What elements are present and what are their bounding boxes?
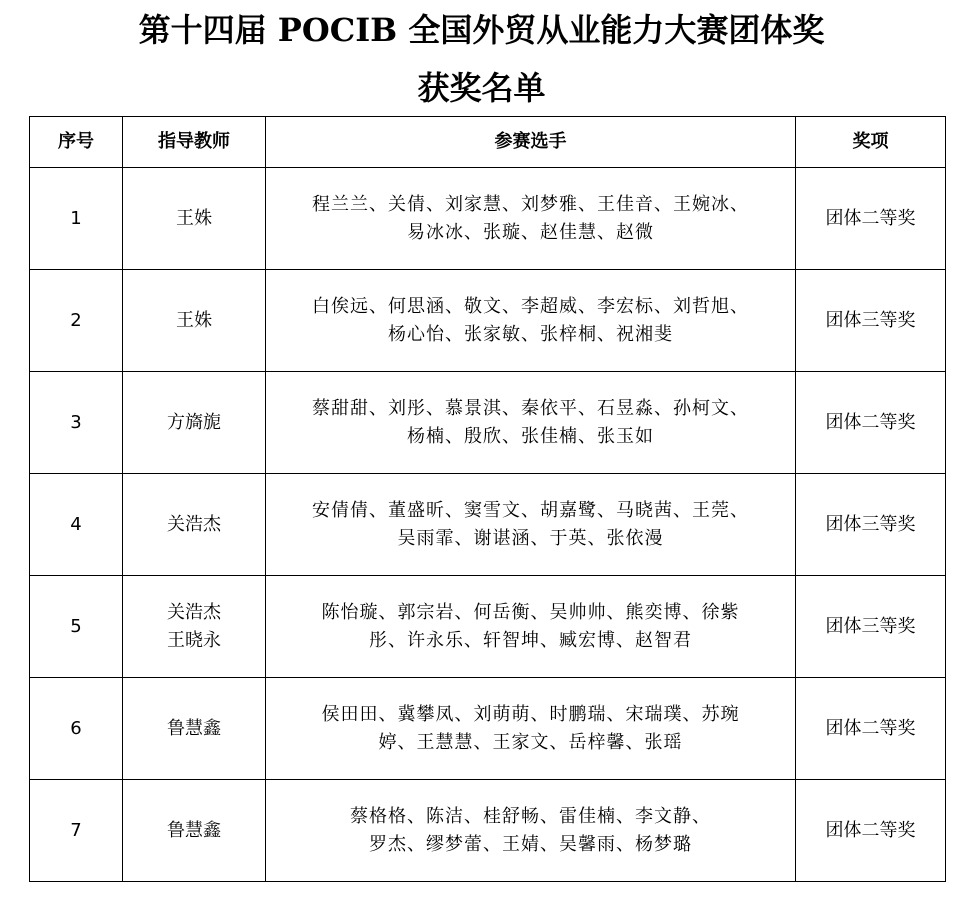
table-row — [30, 576, 946, 678]
row-teacher — [123, 678, 266, 780]
table-header-row — [30, 117, 946, 168]
document-subtitle: 获奖名单 — [417, 69, 546, 107]
players-line: 婷、王慧慧、王家文、岳梓馨、张瑶 — [378, 731, 683, 753]
row-players — [266, 678, 796, 780]
players-line: 杨心怡、张家敏、张梓桐、祝湘斐 — [388, 323, 673, 345]
row-players — [266, 576, 796, 678]
players-line: 彤、许永乐、轩智坤、臧宏博、赵智君 — [369, 629, 692, 651]
players-line: 蔡格格、陈洁、桂舒畅、雷佳楠、李文静、 — [350, 805, 711, 827]
players-line: 侯田田、冀攀凤、刘萌萌、时鹏瑞、宋瑞璞、苏琬 — [321, 703, 740, 725]
header-award: 奖项 — [796, 117, 946, 168]
players-line: 易冰冰、张璇、赵佳慧、赵微 — [407, 221, 654, 243]
row-award: 团体三等奖 — [796, 474, 946, 576]
row-award: 团体三等奖 — [796, 270, 946, 372]
players-line: 程兰兰、关倩、刘家慧、刘梦雅、王佳音、王婉冰、 — [312, 193, 749, 215]
players-line: 白俟远、何思涵、敬文、李超威、李宏标、刘哲旭、 — [312, 295, 749, 317]
row-players — [266, 168, 796, 270]
header-players: 参赛选手 — [266, 117, 796, 168]
document-title: 第十四届 POCIB 全国外贸从业能力大赛团体奖 — [138, 11, 825, 49]
players-line: 杨楠、殷欣、张佳楠、张玉如 — [407, 425, 654, 447]
row-award: 团体二等奖 — [796, 168, 946, 270]
players-line: 安倩倩、董盛昕、窦雪文、胡嘉鹭、马晓茜、王莞、 — [312, 499, 749, 521]
row-index: 4 — [30, 474, 123, 576]
row-index: 7 — [30, 780, 123, 882]
teacher-name: 方旖旎 — [167, 411, 221, 433]
players-line: 罗杰、缪梦蕾、王婧、吴馨雨、杨梦璐 — [369, 833, 692, 855]
row-players — [266, 372, 796, 474]
teacher-name: 鲁慧鑫 — [167, 819, 221, 841]
players-line: 吴雨霏、谢谌涵、于英、张依漫 — [397, 527, 664, 549]
table-row — [30, 168, 946, 270]
teacher-name: 王晓永 — [167, 629, 221, 651]
row-index: 1 — [30, 168, 123, 270]
row-award: 团体二等奖 — [796, 678, 946, 780]
table-row — [30, 780, 946, 882]
row-teacher — [123, 168, 266, 270]
row-players — [266, 474, 796, 576]
players-line: 陈怡璇、郭宗岩、何岳衡、吴帅帅、熊奕博、徐紫 — [321, 601, 740, 623]
row-award: 团体二等奖 — [796, 780, 946, 882]
row-index: 5 — [30, 576, 123, 678]
teacher-name: 王姝 — [176, 309, 212, 331]
row-index: 3 — [30, 372, 123, 474]
row-teacher — [123, 270, 266, 372]
table-row — [30, 270, 946, 372]
row-players — [266, 780, 796, 882]
table-row — [30, 372, 946, 474]
players-line: 蔡甜甜、刘彤、慕景淇、秦依平、石昱淼、孙柯文、 — [312, 397, 749, 419]
teacher-name: 关浩杰 — [167, 601, 221, 623]
row-teacher — [123, 474, 266, 576]
header-teacher: 指导教师 — [123, 117, 266, 168]
teacher-name: 鲁慧鑫 — [167, 717, 221, 739]
row-teacher — [123, 372, 266, 474]
teacher-name: 关浩杰 — [167, 513, 221, 535]
table-row — [30, 678, 946, 780]
header-index: 序号 — [30, 117, 123, 168]
table-row — [30, 474, 946, 576]
row-teacher — [123, 780, 266, 882]
row-players — [266, 270, 796, 372]
row-award: 团体三等奖 — [796, 576, 946, 678]
award-table — [29, 116, 946, 882]
teacher-name: 王姝 — [176, 207, 212, 229]
row-teacher — [123, 576, 266, 678]
row-index: 2 — [30, 270, 123, 372]
row-index: 6 — [30, 678, 123, 780]
row-award: 团体二等奖 — [796, 372, 946, 474]
